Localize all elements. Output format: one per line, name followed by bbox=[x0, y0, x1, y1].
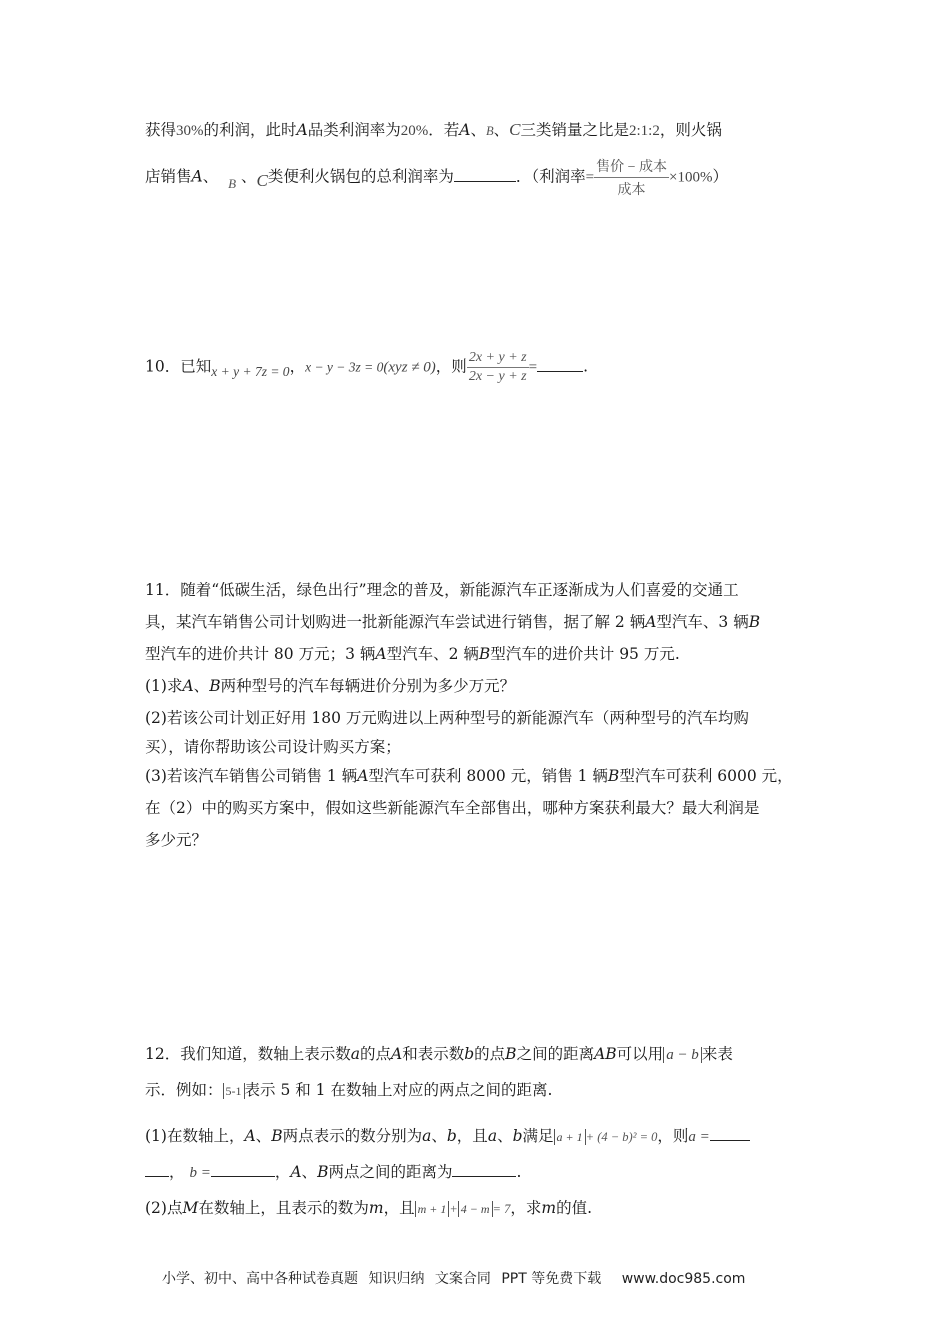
text: 型汽车、3 辆 bbox=[656, 613, 749, 631]
text: 、 bbox=[202, 167, 219, 186]
footer-text: PPT 等免费下载 bbox=[501, 1271, 602, 1287]
var-B: B bbox=[209, 677, 221, 695]
text: ．（利润率 bbox=[515, 167, 586, 186]
text: 型汽车、2 辆 bbox=[386, 645, 479, 663]
math-abs-a-plus-1: a + 1 bbox=[554, 1129, 586, 1145]
page-footer bbox=[162, 1268, 751, 1288]
text: 12．我们知道，数轴上表示数 bbox=[145, 1045, 351, 1063]
var-AB: AB bbox=[594, 1045, 617, 1063]
text: (2)若该公司计划正好用 180 万元购进以上两种型号的新能源汽车（两种型号的汽车均购 bbox=[145, 709, 749, 727]
var-A: A bbox=[244, 1127, 256, 1145]
text: 、 bbox=[193, 677, 210, 695]
math-plus: + bbox=[449, 1202, 458, 1216]
var-A: A bbox=[375, 645, 387, 663]
text: 两点之间的距离为 bbox=[328, 1163, 453, 1181]
math-a-eq: a = bbox=[688, 1129, 710, 1145]
q10-fraction bbox=[467, 350, 529, 385]
text: (1)求 bbox=[145, 677, 183, 695]
var-a: a bbox=[422, 1127, 432, 1145]
var-B: B bbox=[607, 767, 620, 785]
text: ） bbox=[712, 167, 728, 186]
math-eq: = bbox=[585, 169, 595, 186]
math-eq1: x + y + 7z = 0 bbox=[211, 363, 290, 379]
text: ，且 bbox=[383, 1199, 415, 1217]
var-A: A bbox=[357, 767, 369, 785]
text: . bbox=[516, 1163, 522, 1181]
var-B: B bbox=[228, 175, 237, 191]
answer-blank-a-part1[interactable] bbox=[710, 1126, 750, 1141]
text: 两点表示的数分别为 bbox=[282, 1127, 423, 1145]
answer-blank-b[interactable] bbox=[211, 1162, 275, 1177]
math-b-eq: b = bbox=[189, 1165, 211, 1181]
text: (2)点 bbox=[145, 1199, 183, 1217]
var-A: A bbox=[182, 677, 194, 695]
var-B: B bbox=[748, 613, 761, 631]
footer-link[interactable]: www.doc985.com bbox=[621, 1271, 746, 1287]
var-A: A bbox=[645, 613, 657, 631]
var-m: m bbox=[368, 1199, 384, 1217]
text: 店销售 bbox=[145, 167, 192, 186]
var-B: B bbox=[478, 645, 491, 663]
var-m: m bbox=[541, 1199, 557, 1217]
var-b: b bbox=[464, 1045, 475, 1063]
q11-part-3-line-2 bbox=[145, 796, 759, 818]
var-B: B bbox=[271, 1127, 283, 1145]
text: 满足 bbox=[522, 1127, 554, 1145]
text: 的点 bbox=[474, 1045, 506, 1063]
var-A: A bbox=[290, 1163, 302, 1181]
footer-text: 知识归纳 bbox=[368, 1271, 425, 1287]
text: 、 bbox=[255, 1127, 272, 1145]
text: (3)若该汽车销售公司销售 1 辆 bbox=[145, 767, 358, 785]
frac-den: 成本 bbox=[617, 183, 646, 198]
text: ，则火锅 bbox=[659, 121, 722, 139]
text: 型汽车可获利 6000 元， bbox=[619, 767, 793, 785]
text: 11．随着“低碳生活，绿色出行”理念的普及，新能源汽车正逐渐成为人们喜爱的交通工 bbox=[145, 581, 739, 599]
text: 之间的距离 bbox=[516, 1045, 595, 1063]
answer-blank[interactable] bbox=[537, 357, 583, 372]
math-eq: = bbox=[528, 359, 538, 376]
text: ，求 bbox=[510, 1199, 542, 1217]
math-eq2: x − y − 3z = 0 bbox=[305, 359, 384, 375]
answer-blank-distance[interactable] bbox=[452, 1162, 516, 1177]
text: ，则 bbox=[435, 357, 467, 376]
text: 、 bbox=[497, 1127, 513, 1145]
math-abs-4-minus-m: 4 − m bbox=[458, 1201, 493, 1217]
footer-text: 小学、初中、高中各种试卷真题 bbox=[162, 1271, 358, 1287]
text: ，且 bbox=[456, 1127, 488, 1145]
profit-rate-fraction bbox=[594, 156, 669, 199]
text: 三类销量之比是 bbox=[520, 121, 629, 139]
q11-line-1 bbox=[145, 578, 739, 600]
text: 和表示数 bbox=[402, 1045, 465, 1063]
var-C: C bbox=[256, 170, 268, 190]
text: 可以用 bbox=[616, 1045, 664, 1063]
q9-line-1 bbox=[145, 118, 722, 140]
text: 获得 bbox=[145, 121, 177, 139]
text: 在（2）中的购买方案中，假如这些新能源汽车全部售出，哪种方案获利最大？最大利润是 bbox=[145, 799, 760, 817]
q11-part-2-line-1 bbox=[145, 706, 749, 728]
text: 、 bbox=[240, 167, 257, 186]
text: 的值. bbox=[556, 1199, 593, 1217]
text: 型汽车的进价共计 95 万元. bbox=[490, 645, 680, 663]
text: 、 bbox=[493, 121, 510, 139]
text: ， bbox=[169, 1163, 185, 1181]
frac-num: 售价 − 成本 bbox=[594, 156, 669, 178]
text: ．若 bbox=[428, 121, 460, 139]
var-A: A bbox=[296, 121, 308, 139]
text: 的点 bbox=[359, 1045, 391, 1063]
text: . bbox=[583, 357, 588, 376]
q12-line-2 bbox=[145, 1078, 552, 1100]
text: 型汽车的进价共计 80 万元；3 辆 bbox=[145, 645, 376, 663]
text: 、 bbox=[301, 1163, 318, 1181]
var-A: A bbox=[391, 1045, 403, 1063]
math-20pct: 20% bbox=[400, 123, 429, 139]
var-B: B bbox=[317, 1163, 329, 1181]
q9-line-2 bbox=[145, 156, 728, 199]
text: 类便利火锅包的总利润率为 bbox=[267, 167, 454, 186]
text: 在数轴上，且表示的数为 bbox=[198, 1199, 369, 1217]
math-cond: (xyz ≠ 0) bbox=[383, 359, 436, 376]
text: 具，某汽车销售公司计划购进一批新能源汽车尝试进行销售，据了解 2 辆 bbox=[145, 613, 646, 631]
q12-part-1-line-2 bbox=[145, 1160, 521, 1182]
text: (1)在数轴上， bbox=[145, 1127, 245, 1145]
text: 表示 5 和 1 在数轴上对应的两点之间的距离. bbox=[244, 1081, 553, 1099]
math-eq-7: = 7 bbox=[492, 1202, 511, 1216]
math-abs-example: 5-1 bbox=[223, 1083, 245, 1099]
q12-part-1-line-1 bbox=[145, 1124, 750, 1146]
answer-blank[interactable] bbox=[454, 167, 516, 182]
math-square-term: + (4 − b)² = 0 bbox=[585, 1130, 658, 1144]
q11-part-1 bbox=[145, 674, 515, 696]
q12-part-2 bbox=[145, 1196, 592, 1218]
var-A: A bbox=[191, 167, 203, 186]
text: 买），请你帮助该公司设计购买方案； bbox=[145, 738, 401, 756]
math-ratio: 2:1:2 bbox=[629, 123, 660, 139]
math-abs-m-plus-1: m + 1 bbox=[415, 1201, 450, 1217]
var-B: B bbox=[485, 124, 494, 138]
answer-blank-a-part2[interactable] bbox=[145, 1162, 169, 1177]
q11-line-3 bbox=[145, 642, 680, 664]
q12-line-1 bbox=[145, 1042, 733, 1064]
q10 bbox=[145, 350, 588, 385]
math-abs-a-minus-b: a − b bbox=[663, 1047, 702, 1063]
q11-part-3-line-3 bbox=[145, 828, 207, 850]
var-M: M bbox=[182, 1199, 199, 1217]
var-B: B bbox=[505, 1045, 517, 1063]
var-b: b bbox=[512, 1127, 523, 1145]
q10-label: 10．已知 bbox=[145, 357, 212, 376]
var-a: a bbox=[350, 1045, 360, 1063]
text: 示．例如： bbox=[145, 1081, 223, 1099]
q11-part-2-line-2 bbox=[145, 735, 401, 757]
text: ， bbox=[274, 1163, 291, 1181]
text: ， bbox=[289, 357, 306, 376]
text: ，则 bbox=[657, 1127, 689, 1145]
text: 两种型号的汽车每辆进价分别为多少万元？ bbox=[220, 677, 516, 695]
frac-den: 2x − y + z bbox=[468, 369, 527, 384]
q11-line-2 bbox=[145, 610, 760, 632]
text: 的利润，此时 bbox=[203, 121, 297, 139]
text: 、 bbox=[431, 1127, 447, 1145]
text: 型汽车可获利 8000 元，销售 1 辆 bbox=[368, 767, 608, 785]
text: 多少元？ bbox=[145, 831, 208, 849]
footer-text: 文案合同 bbox=[434, 1271, 491, 1287]
var-b: b bbox=[446, 1127, 457, 1145]
text: 来表 bbox=[701, 1045, 733, 1063]
var-a: a bbox=[487, 1127, 498, 1145]
math-100pct: ×100% bbox=[669, 169, 713, 186]
text: 、 bbox=[470, 121, 486, 139]
var-C: C bbox=[509, 120, 521, 139]
frac-num: 2x + y + z bbox=[467, 350, 529, 368]
var-A: A bbox=[459, 121, 471, 139]
math-30pct: 30% bbox=[176, 123, 204, 139]
q11-part-3-line-1 bbox=[145, 764, 793, 786]
text: 品类利润率为 bbox=[307, 121, 401, 139]
